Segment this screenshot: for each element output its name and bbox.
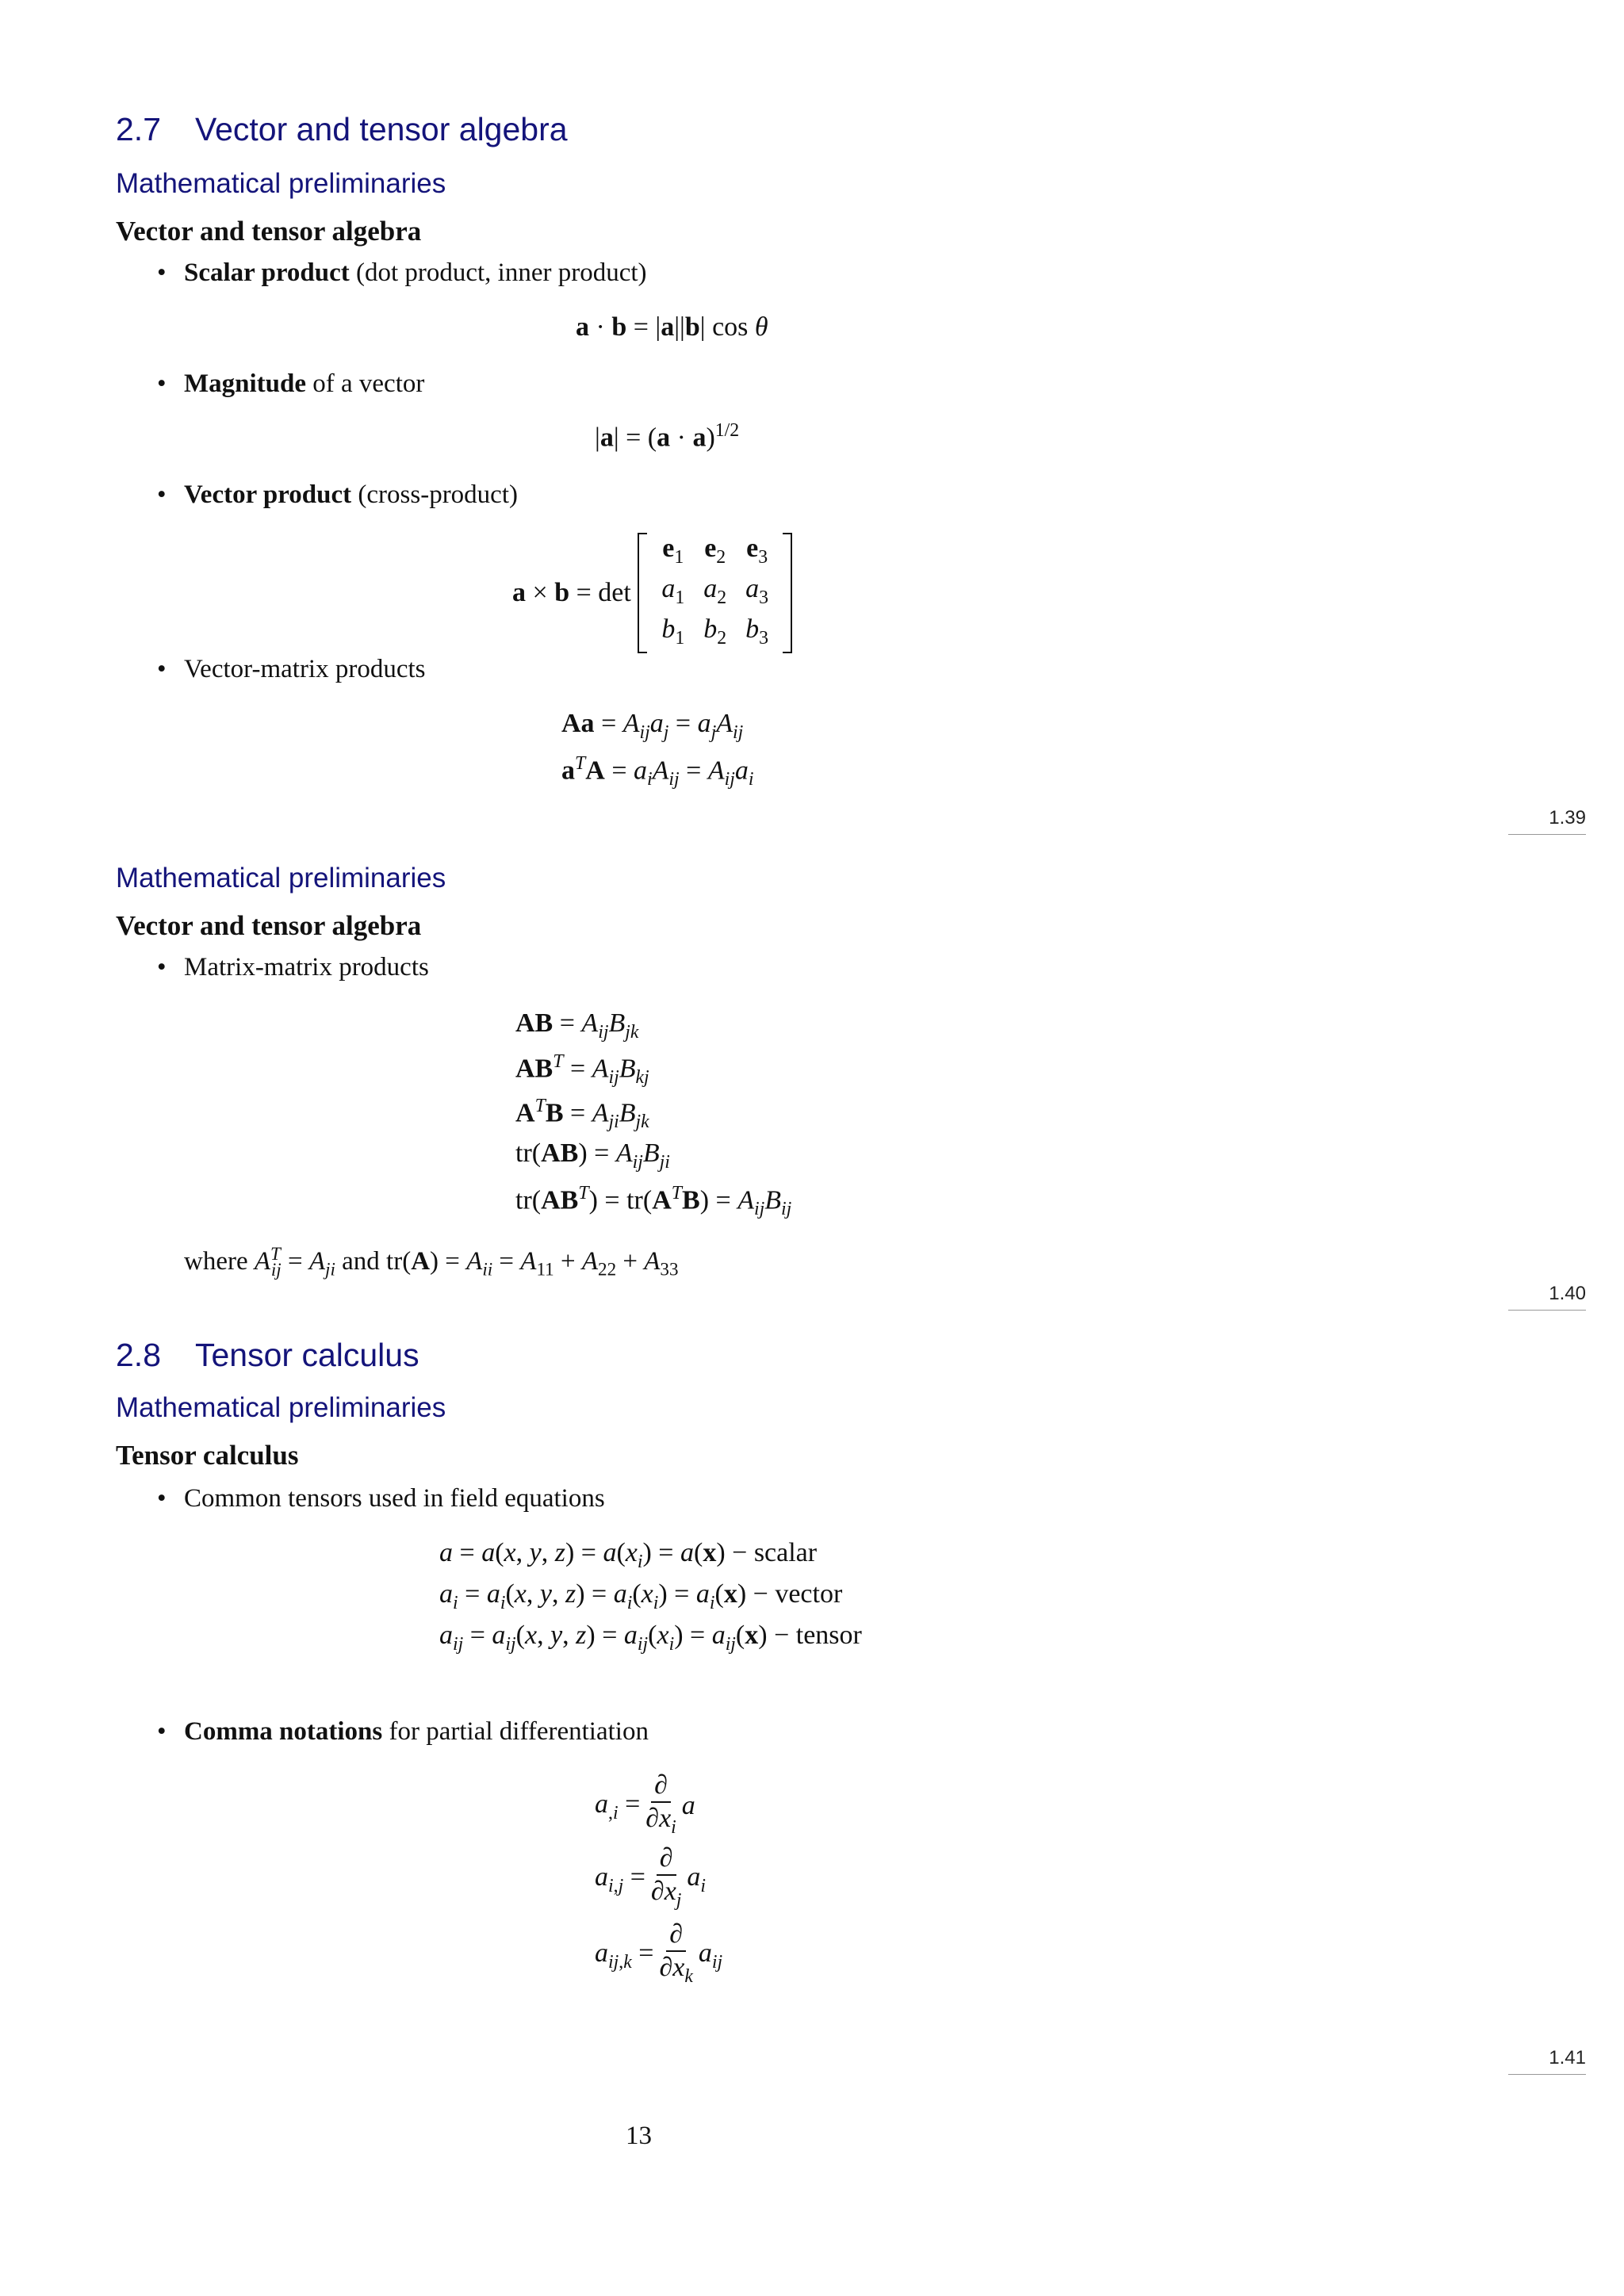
determinant-matrix: $e_1$ $e_2$ $e_3$ $a_1$ $a_2$ $a_3$ $b_1$ $b_2$ $b_3$ (638, 533, 792, 653)
equation-cross-product: a × b = det $e_1$ $e_2$ $e_3$ $a_1$ $a_2$ $a_3$ $b_1$ $b_2$ $b_3$ (512, 533, 792, 653)
slide-number: 1.41 (1508, 2047, 1586, 2075)
equation-vector-matrix-2: $a^TA = a_iA_{ij} = A_{ij}a_i$ (561, 753, 754, 790)
equation-comma-2: $a_{i,j}$ = $\frac{\partial}{\partial x_j}$ $a_i$ (595, 1843, 707, 1911)
section-number: 2.8 (116, 1337, 161, 1373)
bullet-comma-notation: • Comma notations for partial differentiation (157, 1717, 649, 1746)
equation-matrix-3: $A^TB = A_{ji}B_{jk}$ (515, 1096, 649, 1133)
bullet-vector-product: • Vector product (cross-product) (157, 480, 518, 509)
section-title: Vector and tensor algebra (195, 111, 568, 147)
frame-heading: Tensor calculus (116, 1440, 299, 1471)
equation-scalar-field: a = a(x, y, $z) = a(x_i) = a(x)$ − scalar (439, 1538, 818, 1572)
bullet-dot: • (157, 655, 167, 683)
bullet-vector-matrix: • Vector-matrix products (157, 655, 426, 683)
frame-heading: Vector and tensor algebra (116, 216, 422, 247)
frame-heading: Vector and tensor algebra (116, 910, 422, 941)
bullet-dot: • (157, 953, 167, 982)
equation-comma-1: $a_{,i}$ = $\frac{\partial}{\partial x_i}$ a (595, 1770, 695, 1838)
equation-matrix-2: $AB^T = A_{ij}B_{kj}$ (515, 1051, 649, 1089)
equation-matrix-1: AB = $A_{ij}B_{jk}$ (515, 1008, 639, 1043)
frame-subtitle: Mathematical preliminaries (116, 863, 446, 894)
section-heading-2-7 (116, 111, 568, 148)
page-number: 13 (626, 2122, 652, 2150)
equation-matrix-5: $tr(AB^T) = tr(A^TB) = A_{ij}B_{ij}$ (515, 1183, 792, 1220)
bullet-dot: • (157, 1717, 167, 1746)
equation-vector-field: $a_i = a_i(x$, y, $z) = a_i(x_i) = a_i(x)$ − vector (439, 1579, 843, 1613)
bullet-dot: • (157, 258, 167, 287)
frame-subtitle: Mathematical preliminaries (116, 168, 446, 199)
section-title: Tensor calculus (195, 1337, 419, 1373)
equation-matrix-4: $tr(AB) = A_{ij}B_{ji}$ (515, 1138, 670, 1173)
equation-comma-3: $a_{ij,k}$ = $\frac{\partial}{\partial x_k}$ $a_{ij}$ (595, 1919, 723, 1987)
equation-tensor-field: $a_{ij} = a_{ij}(x$, y, $z) = a_{ij}(x_i) = a_{ij}(x)$ − tensor (439, 1621, 862, 1655)
note-transpose-trace: where $A^T_{ij} = A_{ji}$ and $tr(A) = A_{ii} = A_{11} + A_{22} + A_{33}$ (184, 1243, 679, 1280)
bullet-matrix-matrix: • Matrix-matrix products (157, 953, 429, 982)
bullet-dot: • (157, 1484, 167, 1513)
bullet-magnitude: • Magnitude of a vector (157, 369, 425, 398)
equation-scalar-product: a · b = |a||b| cos θ (576, 312, 768, 342)
slide-number: 1.40 (1508, 1283, 1586, 1311)
equation-vector-matrix-1: $Aa = A_{ij}a_j = a_jA_{ij}$ (561, 709, 744, 743)
section-heading-2-8 (116, 1337, 419, 1374)
bullet-dot: • (157, 480, 167, 509)
slide-number: 1.39 (1508, 807, 1586, 835)
equation-magnitude: $|a| = (a \cdot a)^{1/2}$ (595, 420, 740, 453)
section-number: 2.7 (116, 111, 161, 147)
frame-subtitle: Mathematical preliminaries (116, 1392, 446, 1423)
bullet-dot: • (157, 369, 167, 398)
bullet-scalar-product: • Scalar product (dot product, inner product) (157, 258, 647, 287)
bullet-common-tensors: • Common tensors used in field equations (157, 1484, 605, 1513)
